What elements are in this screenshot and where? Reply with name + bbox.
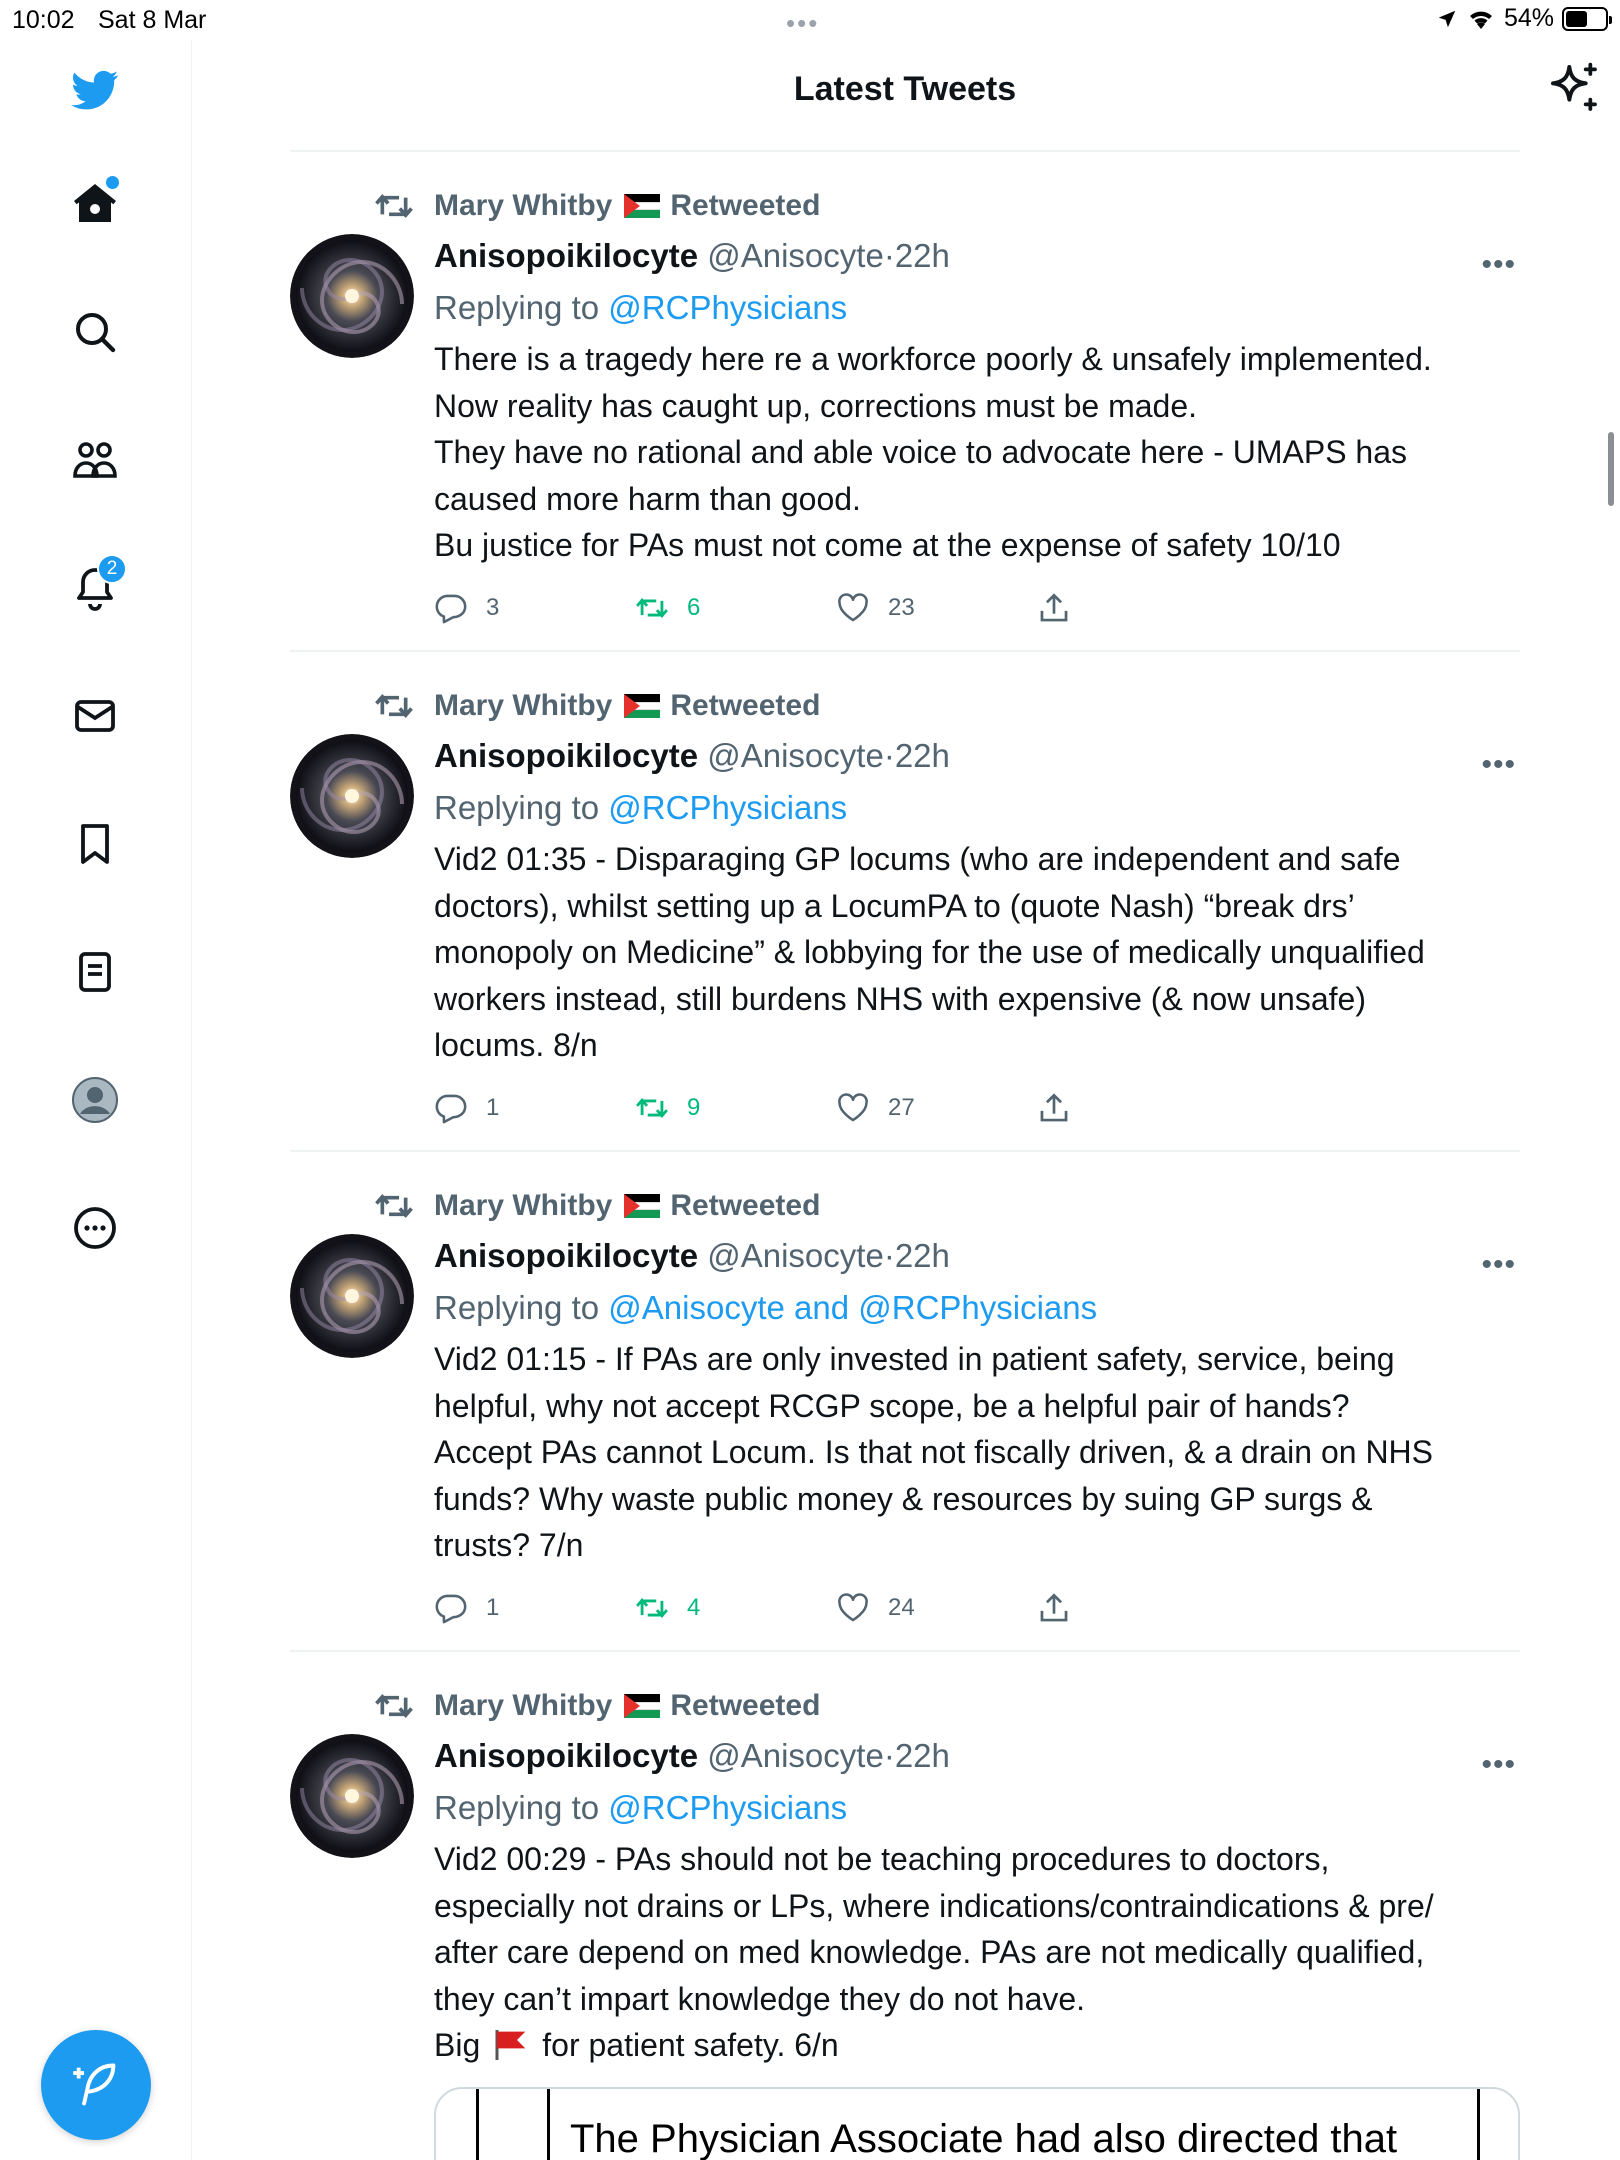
tweet-text-line: Vid2 01:15 - If PAs are only invested in patient safety, service, being [434, 1341, 1395, 1377]
status-bar [0, 0, 1620, 40]
status-date: Sat 8 Mar [98, 6, 207, 34]
heart-icon [836, 1591, 870, 1625]
author-avatar[interactable] [290, 734, 414, 858]
tweet-more-icon[interactable]: ••• [1481, 1248, 1516, 1281]
retweet-count: 4 [687, 1593, 701, 1621]
tweet-text-line: Bu justice for PAs must not come at the expense of safety 10/10 [434, 527, 1341, 563]
quoted-image-text: The Physician Associate had also directed that [570, 2117, 1398, 2160]
sparkle-icon[interactable] [1546, 60, 1602, 116]
messages-icon[interactable] [65, 686, 125, 746]
page-title: Latest Tweets [793, 70, 1017, 108]
retweeter-name[interactable]: Mary Whitby [434, 689, 613, 722]
tweet[interactable] [290, 1652, 1520, 2160]
author-display-name[interactable]: Anisopoikilocyte [434, 1237, 699, 1274]
retweeted-label: Retweeted [670, 1189, 821, 1222]
scrollbar[interactable] [1608, 432, 1614, 506]
tweet-text [434, 1336, 1504, 1569]
home-icon[interactable] [65, 174, 125, 234]
tweet-text-line: funds? Why waste public money & resources by suing GP surgs & [434, 1480, 1373, 1517]
retweeted-label: Retweeted [670, 689, 821, 722]
tweet-text-line [434, 2022, 1504, 2069]
retweeter-name[interactable]: Mary Whitby [434, 1689, 613, 1722]
tweet-more-icon[interactable]: ••• [1481, 1748, 1516, 1781]
retweet-context[interactable] [374, 186, 820, 226]
tweet-text-line: Now reality has caught up, corrections must be made. [434, 387, 1198, 424]
replying-to-link[interactable]: @RCPhysicians [608, 789, 848, 826]
home-unread-dot [106, 176, 119, 189]
tweet-text-line: Vid2 00:29 - PAs should not be teaching procedures to doctors, [434, 1841, 1330, 1877]
replying-to-label: Replying to [434, 1289, 600, 1326]
tweet-header [434, 234, 950, 278]
dot-separator: · [883, 237, 895, 274]
tweet-text-line: especially not drains or LPs, where indications/contraindications & pre/ [434, 1887, 1434, 1924]
retweet-context-icon [374, 686, 414, 726]
tweet-text-fragment: Big [434, 2027, 481, 2063]
like-button[interactable] [836, 1091, 1037, 1125]
dot-separator: · [883, 1737, 895, 1774]
replying-to-label: Replying to [434, 789, 600, 826]
tweet-text-line: They have no rational and able voice to advocate here - UMAPS has [434, 434, 1408, 470]
like-count: 23 [888, 593, 915, 621]
retweet-icon [635, 1091, 669, 1125]
tweet-actions [434, 591, 1238, 625]
replying-to-label: Replying to [434, 289, 600, 326]
tweet-text-line: after care depend on med knowledge. PAs are not medically qualified, [434, 1934, 1425, 1970]
reply-button[interactable] [434, 1591, 635, 1625]
tweet-text-line: Accept PAs cannot Locum. Is that not fiscally driven, & a drain on NHS [434, 1434, 1433, 1470]
bookmarks-icon[interactable] [65, 814, 125, 874]
tweet-header [434, 1234, 950, 1278]
notifications-icon[interactable] [65, 558, 125, 618]
tweet-text-line: workers instead, still burdens NHS with expensive (& now unsafe) [434, 980, 1366, 1017]
tweet-text-line: caused more harm than good. [434, 480, 861, 517]
reply-icon [434, 1091, 468, 1125]
replying-to [434, 286, 847, 330]
more-options-icon[interactable] [65, 1198, 125, 1258]
quoted-image-inner [547, 2087, 1477, 2160]
reply-count: 3 [486, 593, 500, 621]
reply-button[interactable] [434, 1091, 635, 1125]
search-icon[interactable] [65, 302, 125, 362]
retweet-context-icon [374, 1186, 414, 1226]
author-handle[interactable]: @Anisocyte [707, 737, 884, 774]
sidebar [0, 40, 192, 2160]
replying-to [434, 1786, 847, 1830]
tweet[interactable] [290, 152, 1520, 652]
author-avatar[interactable] [290, 1734, 414, 1858]
share-icon [1037, 1091, 1071, 1125]
wifi-icon [1466, 7, 1496, 31]
like-button[interactable] [836, 1591, 1037, 1625]
tweet-text [434, 836, 1504, 1069]
battery-icon [1562, 7, 1608, 31]
author-display-name[interactable]: Anisopoikilocyte [434, 1737, 699, 1774]
tweet-text-line: Vid2 01:35 - Disparaging GP locums (who are independent and safe [434, 841, 1401, 877]
tweet-timestamp[interactable]: 22h [894, 1737, 950, 1774]
tweet-header [434, 734, 950, 778]
tweet-text [434, 1836, 1504, 2069]
retweet-button[interactable] [635, 1591, 836, 1625]
retweet-context[interactable] [374, 1686, 820, 1726]
share-icon [1037, 1591, 1071, 1625]
tweet-header [434, 1734, 950, 1778]
retweet-count: 6 [687, 593, 701, 621]
tweet-timestamp[interactable]: 22h [894, 737, 950, 774]
like-button[interactable] [836, 591, 1037, 625]
tweet-more-icon[interactable]: ••• [1481, 748, 1516, 781]
author-handle[interactable]: @Anisocyte [707, 1237, 884, 1274]
share-button[interactable] [1037, 591, 1238, 625]
retweeted-label: Retweeted [670, 1689, 821, 1722]
tweet-actions [434, 1091, 1238, 1125]
share-button[interactable] [1037, 1591, 1238, 1625]
like-count: 24 [888, 1593, 915, 1621]
reply-button[interactable] [434, 591, 635, 625]
like-count: 27 [888, 1093, 915, 1121]
retweeter-name[interactable]: Mary Whitby [434, 1189, 613, 1222]
timeline-header [290, 40, 1520, 152]
compose-feather-icon [70, 2059, 122, 2111]
tweet-text-line: they can’t impart knowledge they do not have. [434, 1980, 1086, 2017]
profile-avatar-icon[interactable] [65, 1070, 125, 1130]
palestine-flag-icon [624, 1694, 660, 1718]
tweet[interactable] [290, 1152, 1520, 1652]
quoted-image [476, 2087, 1480, 2160]
tweet-text [434, 336, 1504, 569]
replying-to [434, 786, 847, 830]
reply-icon [434, 591, 468, 625]
replying-to-label: Replying to [434, 1789, 600, 1826]
retweet-icon [635, 591, 669, 625]
author-handle[interactable]: @Anisocyte [707, 1737, 884, 1774]
notifications-badge: 2 [97, 554, 127, 584]
author-avatar[interactable] [290, 1234, 414, 1358]
red-flag-icon [480, 2027, 542, 2063]
author-display-name[interactable]: Anisopoikilocyte [434, 237, 699, 274]
retweet-icon [635, 1591, 669, 1625]
author-avatar[interactable] [290, 234, 414, 358]
heart-icon [836, 1091, 870, 1125]
tweet-text-line: helpful, why not accept RCGP scope, be a helpful pair of hands? [434, 1387, 1350, 1424]
lists-icon[interactable] [65, 942, 125, 1002]
retweet-button[interactable] [635, 1091, 836, 1125]
battery-fill [1566, 11, 1587, 27]
location-icon [1436, 8, 1458, 30]
tweet-timestamp[interactable]: 22h [894, 1237, 950, 1274]
tweet[interactable] [290, 652, 1520, 1152]
retweeted-label: Retweeted [670, 189, 821, 222]
replying-to-link[interactable]: @Anisocyte and @RCPhysicians [608, 1289, 1098, 1326]
reply-count: 1 [486, 1093, 500, 1121]
twitter-logo-icon[interactable] [65, 60, 125, 120]
palestine-flag-icon [624, 194, 660, 218]
multitasking-dots-icon[interactable]: ••• [786, 8, 820, 38]
tweet-text-line: locums. 8/n [434, 1027, 598, 1063]
communities-icon[interactable] [65, 430, 125, 490]
battery-percent: 54% [1503, 4, 1554, 32]
tweet-text-line: monopoly on Medicine” & lobbying for the use of medically unqualified [434, 934, 1425, 970]
share-button[interactable] [1037, 1091, 1238, 1125]
tweet-text-line: trusts? 7/n [434, 1527, 584, 1563]
dot-separator: · [883, 1237, 895, 1274]
tweet-actions [434, 1591, 1238, 1625]
tweet-text-line: doctors), whilst setting up a LocumPA to (quote Nash) “break drs’ [434, 887, 1355, 924]
replying-to-link[interactable]: @RCPhysicians [608, 1789, 848, 1826]
replying-to [434, 1286, 1097, 1330]
status-indicators [1436, 4, 1608, 33]
replying-to-link[interactable]: @RCPhysicians [608, 289, 848, 326]
author-display-name[interactable]: Anisopoikilocyte [434, 737, 699, 774]
retweet-context[interactable] [374, 686, 820, 726]
reply-count: 1 [486, 1593, 500, 1621]
tweet-more-icon[interactable]: ••• [1481, 248, 1516, 281]
status-time: 10:02 [12, 6, 75, 34]
palestine-flag-icon [624, 1194, 660, 1218]
heart-icon [836, 591, 870, 625]
compose-tweet-button[interactable] [41, 2030, 151, 2140]
retweet-context[interactable] [374, 1186, 820, 1226]
retweet-context-icon [374, 186, 414, 226]
author-handle[interactable]: @Anisocyte [707, 237, 884, 274]
tweet-timestamp[interactable]: 22h [894, 237, 950, 274]
tweet-text-line: There is a tragedy here re a workforce poorly & unsafely implemented. [434, 341, 1432, 377]
palestine-flag-icon [624, 694, 660, 718]
reply-icon [434, 1591, 468, 1625]
retweeter-name[interactable]: Mary Whitby [434, 189, 613, 222]
dot-separator: · [883, 737, 895, 774]
share-icon [1037, 591, 1071, 625]
retweet-context-icon [374, 1686, 414, 1726]
retweet-count: 9 [687, 1093, 701, 1121]
retweet-button[interactable] [635, 591, 836, 625]
quoted-image-card[interactable] [434, 2087, 1520, 2160]
tweet-text-fragment: for patient safety. 6/n [542, 2027, 839, 2063]
